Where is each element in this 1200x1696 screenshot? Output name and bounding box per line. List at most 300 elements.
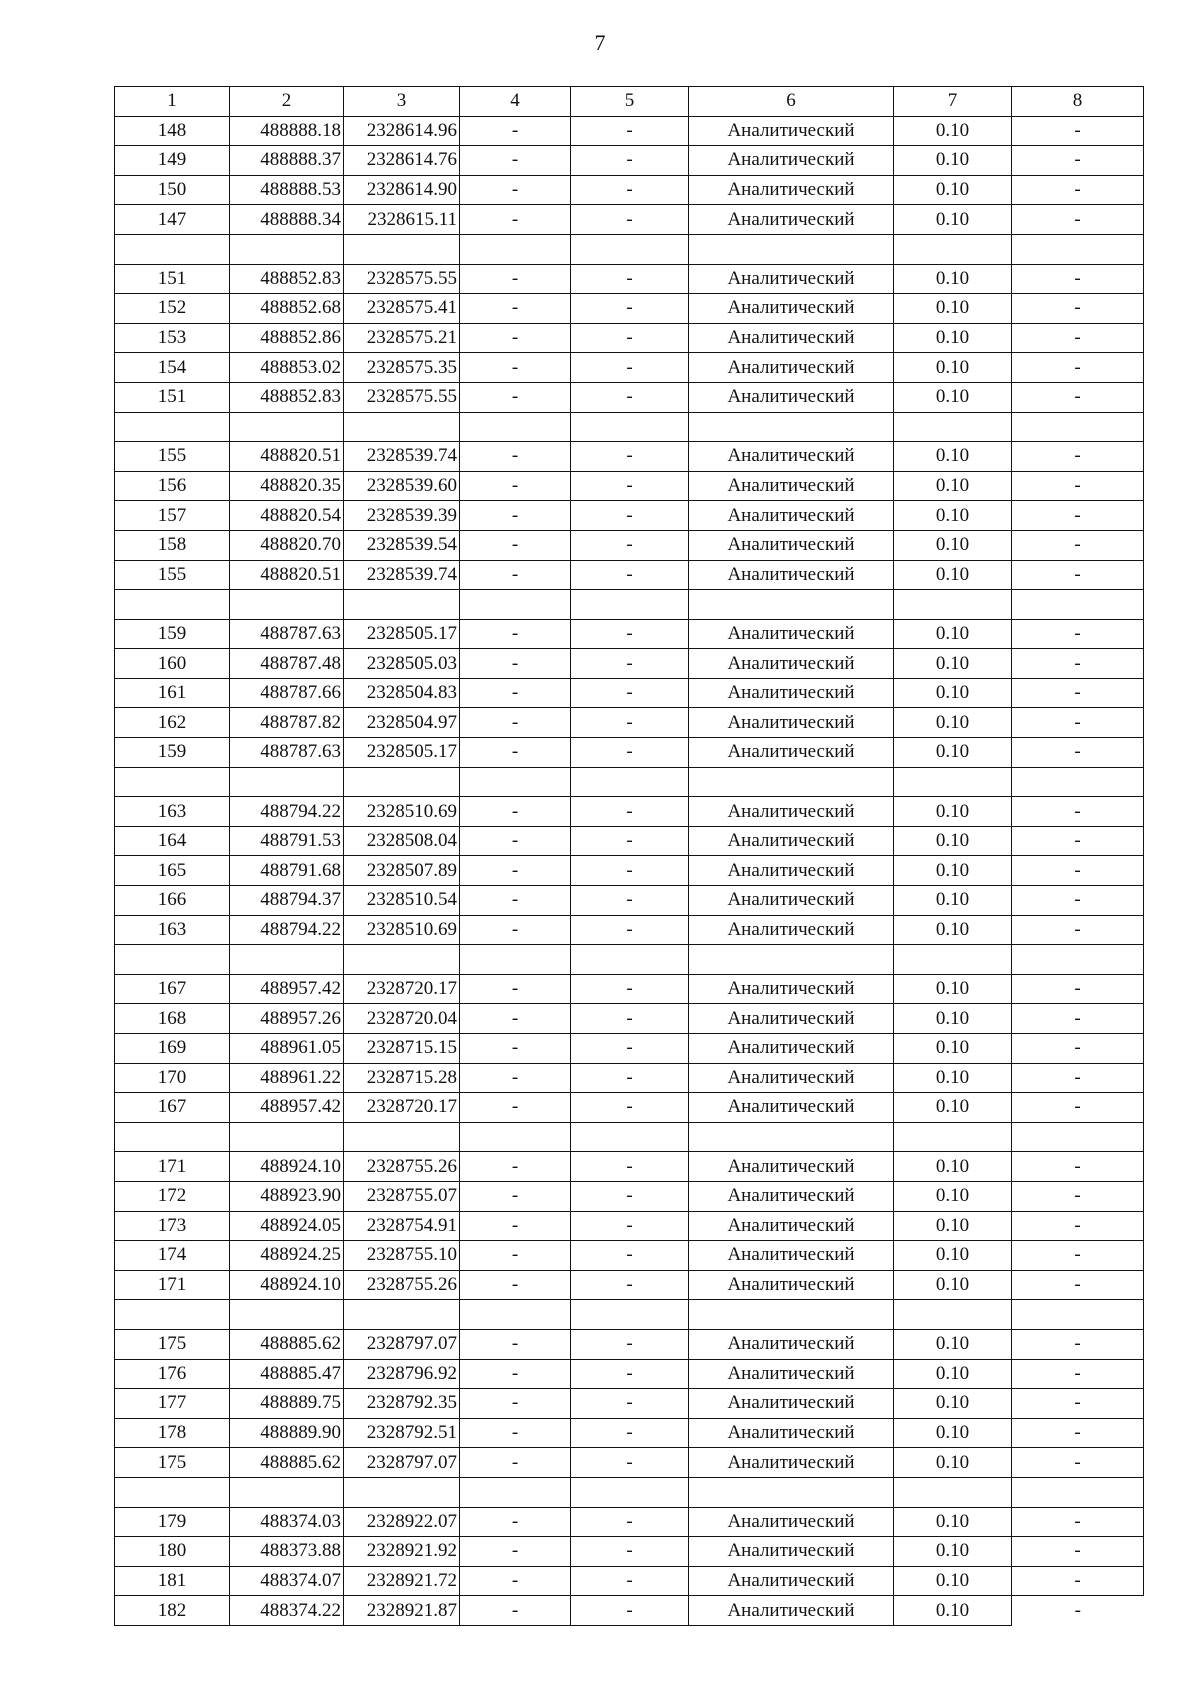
accuracy-cell (894, 1477, 1012, 1507)
col8-cell: - (1012, 264, 1144, 294)
col8-cell: - (1012, 294, 1144, 324)
page-number: 7 (594, 30, 606, 55)
accuracy-cell: 0.10 (894, 1181, 1012, 1211)
col4-cell: - (460, 1448, 571, 1478)
accuracy-cell: 0.10 (894, 1004, 1012, 1034)
method-cell: Аналитический (689, 1004, 894, 1034)
point-number-cell: 155 (115, 560, 230, 590)
y-coordinate-cell: 2328921.92 (344, 1537, 460, 1567)
method-cell: Аналитический (689, 1270, 894, 1300)
col8-cell: - (1012, 1537, 1144, 1567)
y-coordinate-cell: 2328614.96 (344, 116, 460, 146)
point-number-cell: 163 (115, 797, 230, 827)
col8-cell (1012, 767, 1144, 797)
col4-cell: - (460, 1093, 571, 1123)
table-row (115, 1063, 1144, 1093)
method-cell (689, 590, 894, 620)
col5-cell: - (571, 1389, 689, 1419)
col8-cell: - (1012, 1152, 1144, 1182)
method-cell: Аналитический (689, 678, 894, 708)
col4-cell: - (460, 1063, 571, 1093)
col4-cell: - (460, 1389, 571, 1419)
y-coordinate-cell: 2328505.17 (344, 738, 460, 768)
accuracy-cell: 0.10 (894, 264, 1012, 294)
col8-cell: - (1012, 1329, 1144, 1359)
point-number-cell: 157 (115, 501, 230, 531)
col4-cell: - (460, 1418, 571, 1448)
col5-cell: - (571, 797, 689, 827)
y-coordinate-cell: 2328575.35 (344, 353, 460, 383)
method-cell: Аналитический (689, 530, 894, 560)
accuracy-cell: 0.10 (894, 915, 1012, 945)
col8-cell: - (1012, 323, 1144, 353)
method-cell: Аналитический (689, 1211, 894, 1241)
method-cell: Аналитический (689, 1063, 894, 1093)
method-cell: Аналитический (689, 1181, 894, 1211)
accuracy-cell: 0.10 (894, 560, 1012, 590)
method-cell: Аналитический (689, 146, 894, 176)
col8-cell: - (1012, 1270, 1144, 1300)
method-cell: Аналитический (689, 1152, 894, 1182)
col5-cell: - (571, 1181, 689, 1211)
col4-cell: - (460, 678, 571, 708)
col5-cell: - (571, 678, 689, 708)
method-cell: Аналитический (689, 323, 894, 353)
column-header: 3 (344, 87, 460, 117)
coordinates-table (114, 86, 1144, 1626)
table-row (115, 1181, 1144, 1211)
accuracy-cell: 0.10 (894, 205, 1012, 235)
point-number-cell: 164 (115, 826, 230, 856)
col5-cell: - (571, 738, 689, 768)
y-coordinate-cell: 2328504.83 (344, 678, 460, 708)
col4-cell: - (460, 738, 571, 768)
column-header: 1 (115, 87, 230, 117)
accuracy-cell: 0.10 (894, 294, 1012, 324)
col8-cell: - (1012, 649, 1144, 679)
table-row (115, 708, 1144, 738)
accuracy-cell: 0.10 (894, 1152, 1012, 1182)
y-coordinate-cell: 2328575.55 (344, 264, 460, 294)
x-coordinate-cell: 488957.42 (230, 1093, 344, 1123)
x-coordinate-cell: 488957.42 (230, 974, 344, 1004)
column-header: 6 (689, 87, 894, 117)
accuracy-cell: 0.10 (894, 1211, 1012, 1241)
table-row (115, 1004, 1144, 1034)
x-coordinate-cell: 488853.02 (230, 353, 344, 383)
table-row (115, 619, 1144, 649)
method-cell: Аналитический (689, 382, 894, 412)
accuracy-cell: 0.10 (894, 146, 1012, 176)
table-row (115, 1152, 1144, 1182)
table-row (115, 1211, 1144, 1241)
accuracy-cell (894, 1122, 1012, 1152)
y-coordinate-cell: 2328510.69 (344, 797, 460, 827)
col8-cell: - (1012, 856, 1144, 886)
y-coordinate-cell: 2328507.89 (344, 856, 460, 886)
x-coordinate-cell: 488923.90 (230, 1181, 344, 1211)
col5-cell: - (571, 826, 689, 856)
col4-cell: - (460, 708, 571, 738)
accuracy-cell: 0.10 (894, 1270, 1012, 1300)
point-number-cell (115, 412, 230, 442)
point-number-cell (115, 590, 230, 620)
col4-cell (460, 234, 571, 264)
y-coordinate-cell: 2328614.90 (344, 175, 460, 205)
col4-cell: - (460, 382, 571, 412)
table-row (115, 1093, 1144, 1123)
col4-cell: - (460, 1359, 571, 1389)
accuracy-cell: 0.10 (894, 886, 1012, 916)
accuracy-cell (894, 767, 1012, 797)
col8-cell: - (1012, 1034, 1144, 1064)
accuracy-cell: 0.10 (894, 353, 1012, 383)
x-coordinate-cell: 488957.26 (230, 1004, 344, 1034)
separator-row (115, 945, 1144, 975)
method-cell (689, 1122, 894, 1152)
col5-cell: - (571, 205, 689, 235)
col4-cell: - (460, 619, 571, 649)
point-number-cell: 160 (115, 649, 230, 679)
point-number-cell: 178 (115, 1418, 230, 1448)
col8-cell: - (1012, 560, 1144, 590)
separator-row (115, 1477, 1144, 1507)
x-coordinate-cell: 488888.53 (230, 175, 344, 205)
accuracy-cell: 0.10 (894, 175, 1012, 205)
y-coordinate-cell (344, 767, 460, 797)
col8-cell (1012, 1477, 1144, 1507)
table-row (115, 738, 1144, 768)
col5-cell (571, 1300, 689, 1330)
separator-row (115, 412, 1144, 442)
col8-cell: - (1012, 1507, 1144, 1537)
method-cell: Аналитический (689, 442, 894, 472)
col8-cell: - (1012, 1389, 1144, 1419)
method-cell: Аналитический (689, 353, 894, 383)
col5-cell: - (571, 1270, 689, 1300)
point-number-cell: 173 (115, 1211, 230, 1241)
x-coordinate-cell (230, 1122, 344, 1152)
col5-cell: - (571, 1093, 689, 1123)
col5-cell: - (571, 1152, 689, 1182)
col4-cell: - (460, 205, 571, 235)
y-coordinate-cell: 2328505.17 (344, 619, 460, 649)
table-row (115, 1034, 1144, 1064)
y-coordinate-cell: 2328575.41 (344, 294, 460, 324)
col8-cell: - (1012, 738, 1144, 768)
point-number-cell: 149 (115, 146, 230, 176)
method-cell: Аналитический (689, 1389, 894, 1419)
col5-cell: - (571, 1034, 689, 1064)
method-cell: Аналитический (689, 738, 894, 768)
point-number-cell: 176 (115, 1359, 230, 1389)
point-number-cell (115, 1477, 230, 1507)
col5-cell: - (571, 1566, 689, 1596)
col4-cell: - (460, 1211, 571, 1241)
accuracy-cell (894, 1300, 1012, 1330)
col5-cell: - (571, 1241, 689, 1271)
col5-cell: - (571, 382, 689, 412)
y-coordinate-cell (344, 412, 460, 442)
x-coordinate-cell: 488794.22 (230, 915, 344, 945)
separator-row (115, 767, 1144, 797)
method-cell (689, 412, 894, 442)
col8-cell: - (1012, 501, 1144, 531)
col5-cell: - (571, 619, 689, 649)
point-number-cell (115, 1122, 230, 1152)
col5-cell (571, 412, 689, 442)
x-coordinate-cell: 488889.90 (230, 1418, 344, 1448)
point-number-cell: 169 (115, 1034, 230, 1064)
point-number-cell: 158 (115, 530, 230, 560)
table-row (115, 1359, 1144, 1389)
x-coordinate-cell (230, 590, 344, 620)
table-row (115, 856, 1144, 886)
method-cell (689, 1300, 894, 1330)
method-cell: Аналитический (689, 974, 894, 1004)
y-coordinate-cell: 2328796.92 (344, 1359, 460, 1389)
col8-cell: - (1012, 1004, 1144, 1034)
col5-cell: - (571, 1537, 689, 1567)
method-cell: Аналитический (689, 915, 894, 945)
table-body (115, 116, 1144, 1625)
x-coordinate-cell: 488852.86 (230, 323, 344, 353)
y-coordinate-cell: 2328720.17 (344, 1093, 460, 1123)
accuracy-cell: 0.10 (894, 1093, 1012, 1123)
accuracy-cell: 0.10 (894, 826, 1012, 856)
table-row (115, 1448, 1144, 1478)
column-header: 8 (1012, 87, 1144, 117)
y-coordinate-cell: 2328792.51 (344, 1418, 460, 1448)
y-coordinate-cell: 2328504.97 (344, 708, 460, 738)
method-cell: Аналитический (689, 264, 894, 294)
col8-cell: - (1012, 708, 1144, 738)
col5-cell: - (571, 146, 689, 176)
col4-cell: - (460, 797, 571, 827)
col8-cell (1012, 1122, 1144, 1152)
x-coordinate-cell: 488885.62 (230, 1329, 344, 1359)
y-coordinate-cell: 2328922.07 (344, 1507, 460, 1537)
col5-cell: - (571, 886, 689, 916)
table-row (115, 678, 1144, 708)
col4-cell: - (460, 974, 571, 1004)
col5-cell: - (571, 1596, 689, 1626)
column-header: 4 (460, 87, 571, 117)
col8-cell: - (1012, 797, 1144, 827)
point-number-cell: 150 (115, 175, 230, 205)
x-coordinate-cell (230, 945, 344, 975)
col4-cell: - (460, 826, 571, 856)
y-coordinate-cell (344, 1122, 460, 1152)
col5-cell: - (571, 1359, 689, 1389)
accuracy-cell: 0.10 (894, 1596, 1012, 1626)
y-coordinate-cell (344, 590, 460, 620)
y-coordinate-cell: 2328539.54 (344, 530, 460, 560)
col4-cell: - (460, 1181, 571, 1211)
point-number-cell: 180 (115, 1537, 230, 1567)
col4-cell (460, 945, 571, 975)
table-row (115, 1329, 1144, 1359)
table-row (115, 116, 1144, 146)
col5-cell (571, 590, 689, 620)
col5-cell (571, 1122, 689, 1152)
col4-cell: - (460, 1566, 571, 1596)
col8-cell (1012, 945, 1144, 975)
method-cell: Аналитический (689, 1448, 894, 1478)
x-coordinate-cell: 488852.83 (230, 264, 344, 294)
col5-cell: - (571, 294, 689, 324)
col4-cell: - (460, 264, 571, 294)
x-coordinate-cell: 488787.82 (230, 708, 344, 738)
accuracy-cell: 0.10 (894, 856, 1012, 886)
y-coordinate-cell: 2328575.55 (344, 382, 460, 412)
table-row (115, 382, 1144, 412)
col8-cell: - (1012, 974, 1144, 1004)
method-cell: Аналитический (689, 708, 894, 738)
table-row (115, 1389, 1144, 1419)
x-coordinate-cell: 488374.03 (230, 1507, 344, 1537)
table-row (115, 1507, 1144, 1537)
col8-cell: - (1012, 205, 1144, 235)
y-coordinate-cell: 2328510.69 (344, 915, 460, 945)
col8-cell: - (1012, 1596, 1144, 1626)
accuracy-cell: 0.10 (894, 1329, 1012, 1359)
col4-cell (460, 1122, 571, 1152)
method-cell: Аналитический (689, 1093, 894, 1123)
y-coordinate-cell: 2328539.74 (344, 442, 460, 472)
col4-cell: - (460, 1596, 571, 1626)
point-number-cell: 175 (115, 1329, 230, 1359)
method-cell: Аналитический (689, 1359, 894, 1389)
point-number-cell: 163 (115, 915, 230, 945)
x-coordinate-cell: 488373.88 (230, 1537, 344, 1567)
y-coordinate-cell: 2328539.39 (344, 501, 460, 531)
col4-cell: - (460, 294, 571, 324)
table-row (115, 175, 1144, 205)
accuracy-cell: 0.10 (894, 1537, 1012, 1567)
col4-cell: - (460, 1241, 571, 1271)
col8-cell: - (1012, 530, 1144, 560)
col8-cell: - (1012, 619, 1144, 649)
accuracy-cell: 0.10 (894, 442, 1012, 472)
x-coordinate-cell: 488885.47 (230, 1359, 344, 1389)
accuracy-cell: 0.10 (894, 501, 1012, 531)
col8-cell: - (1012, 1448, 1144, 1478)
col5-cell: - (571, 560, 689, 590)
point-number-cell: 156 (115, 471, 230, 501)
y-coordinate-cell: 2328715.15 (344, 1034, 460, 1064)
col5-cell (571, 767, 689, 797)
table-row (115, 294, 1144, 324)
table-row (115, 1270, 1144, 1300)
col8-cell: - (1012, 1566, 1144, 1596)
accuracy-cell (894, 234, 1012, 264)
col5-cell: - (571, 1448, 689, 1478)
method-cell: Аналитический (689, 1329, 894, 1359)
col8-cell: - (1012, 1063, 1144, 1093)
point-number-cell: 177 (115, 1389, 230, 1419)
accuracy-cell: 0.10 (894, 323, 1012, 353)
col8-cell: - (1012, 1241, 1144, 1271)
col4-cell: - (460, 501, 571, 531)
table-row (115, 264, 1144, 294)
y-coordinate-cell: 2328755.26 (344, 1270, 460, 1300)
point-number-cell: 181 (115, 1566, 230, 1596)
col4-cell (460, 412, 571, 442)
accuracy-cell: 0.10 (894, 471, 1012, 501)
col5-cell: - (571, 974, 689, 1004)
col5-cell: - (571, 442, 689, 472)
col8-cell: - (1012, 1181, 1144, 1211)
separator-row (115, 1300, 1144, 1330)
accuracy-cell: 0.10 (894, 1448, 1012, 1478)
y-coordinate-cell (344, 945, 460, 975)
method-cell: Аналитический (689, 205, 894, 235)
col5-cell: - (571, 116, 689, 146)
method-cell: Аналитический (689, 294, 894, 324)
table-row (115, 442, 1144, 472)
col8-cell: - (1012, 1211, 1144, 1241)
table-row (115, 1537, 1144, 1567)
col4-cell: - (460, 530, 571, 560)
table-row (115, 915, 1144, 945)
y-coordinate-cell: 2328575.21 (344, 323, 460, 353)
table-row (115, 353, 1144, 383)
col8-cell: - (1012, 1093, 1144, 1123)
point-number-cell (115, 767, 230, 797)
col4-cell: - (460, 175, 571, 205)
col5-cell: - (571, 649, 689, 679)
col8-cell: - (1012, 678, 1144, 708)
col4-cell: - (460, 1004, 571, 1034)
y-coordinate-cell: 2328615.11 (344, 205, 460, 235)
col4-cell: - (460, 856, 571, 886)
col5-cell: - (571, 353, 689, 383)
method-cell: Аналитический (689, 856, 894, 886)
point-number-cell: 165 (115, 856, 230, 886)
col8-cell: - (1012, 442, 1144, 472)
table-header-row (115, 87, 1144, 117)
accuracy-cell: 0.10 (894, 1034, 1012, 1064)
x-coordinate-cell: 488889.75 (230, 1389, 344, 1419)
y-coordinate-cell: 2328755.07 (344, 1181, 460, 1211)
accuracy-cell (894, 945, 1012, 975)
x-coordinate-cell: 488820.70 (230, 530, 344, 560)
y-coordinate-cell: 2328921.72 (344, 1566, 460, 1596)
col4-cell: - (460, 146, 571, 176)
accuracy-cell (894, 590, 1012, 620)
col5-cell: - (571, 471, 689, 501)
x-coordinate-cell: 488852.68 (230, 294, 344, 324)
x-coordinate-cell: 488787.63 (230, 619, 344, 649)
table-row (115, 1566, 1144, 1596)
point-number-cell: 155 (115, 442, 230, 472)
point-number-cell: 166 (115, 886, 230, 916)
y-coordinate-cell: 2328715.28 (344, 1063, 460, 1093)
method-cell: Аналитический (689, 886, 894, 916)
point-number-cell: 151 (115, 264, 230, 294)
col8-cell: - (1012, 382, 1144, 412)
x-coordinate-cell: 488374.07 (230, 1566, 344, 1596)
x-coordinate-cell: 488791.68 (230, 856, 344, 886)
x-coordinate-cell: 488374.22 (230, 1596, 344, 1626)
col4-cell (460, 590, 571, 620)
y-coordinate-cell: 2328720.17 (344, 974, 460, 1004)
method-cell: Аналитический (689, 619, 894, 649)
col4-cell: - (460, 116, 571, 146)
point-number-cell: 167 (115, 1093, 230, 1123)
point-number-cell: 161 (115, 678, 230, 708)
